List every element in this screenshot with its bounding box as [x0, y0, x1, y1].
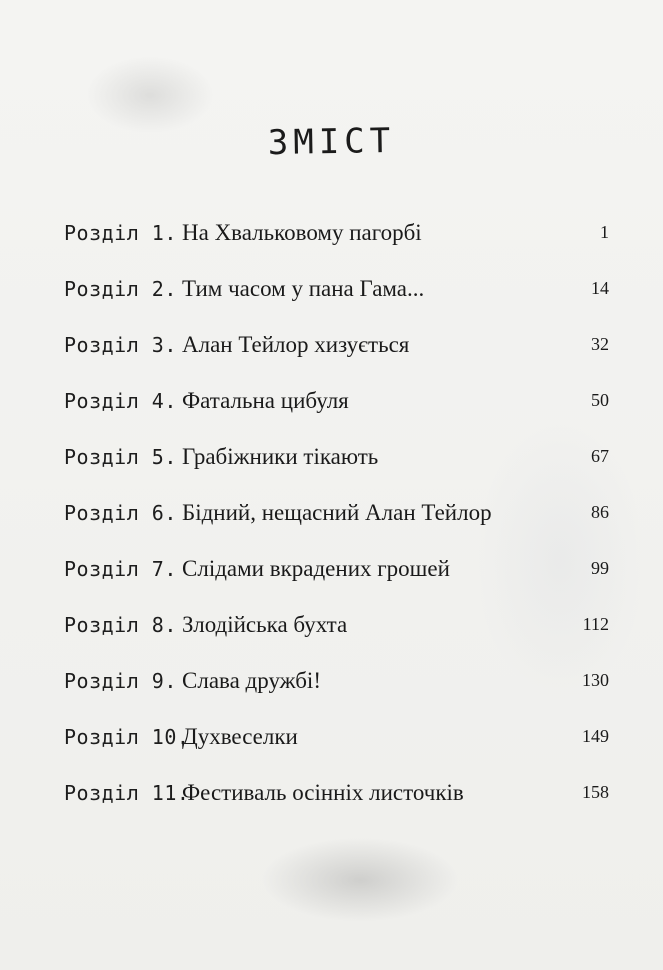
toc-entry[interactable] [64, 215, 609, 271]
chapter-label: Розділ 10. [64, 725, 190, 749]
page-number: 50 [591, 390, 609, 410]
page-number: 149 [582, 726, 609, 746]
chapter-title: Тим часом у пана Гама... [182, 276, 425, 301]
page-title: ЗМІСТ [267, 120, 396, 164]
toc-entry[interactable] [64, 719, 609, 775]
chapter-label: Розділ 6. [64, 501, 177, 525]
chapter-title: Бідний, нещасний Алан Тейлор [182, 500, 492, 525]
page-number: 32 [591, 334, 609, 354]
chapter-label: Розділ 5. [64, 445, 177, 469]
chapter-label: Розділ 11. [64, 781, 190, 805]
toc-entry[interactable] [64, 271, 609, 327]
chapter-title: Фатальна цибуля [182, 388, 349, 413]
chapter-label: Розділ 4. [64, 389, 177, 413]
chapter-title: Духвеселки [182, 724, 298, 749]
chapter-label: Розділ 7. [64, 557, 177, 581]
toc-entry[interactable] [64, 439, 609, 495]
chapter-label: Розділ 1. [64, 221, 177, 245]
chapter-title: Грабіжники тікають [182, 444, 379, 469]
chapter-title: Фестиваль осінніх листочків [182, 780, 464, 805]
page-number: 99 [591, 558, 609, 578]
toc-entry[interactable] [64, 775, 609, 831]
toc-entry[interactable] [64, 607, 609, 663]
toc-entry[interactable] [64, 551, 609, 607]
chapter-title: Злодійська бухта [182, 612, 348, 637]
chapter-label: Розділ 3. [64, 333, 177, 357]
page-number: 14 [591, 278, 609, 298]
chapter-title: На Хвальковому пагорбі [182, 220, 422, 245]
chapter-label: Розділ 2. [64, 277, 177, 301]
chapter-label: Розділ 9. [64, 669, 177, 693]
chapter-title: Слідами вкрадених грошей [182, 556, 450, 581]
page-number: 112 [582, 614, 609, 634]
chapter-title: Слава дружбі! [182, 668, 321, 693]
page-number: 130 [582, 670, 609, 690]
page-number: 86 [591, 502, 609, 522]
page-number: 1 [600, 222, 609, 242]
table-of-contents [64, 215, 609, 831]
toc-entry[interactable] [64, 327, 609, 383]
toc-entry[interactable] [64, 383, 609, 439]
chapter-title: Алан Тейлор хизується [182, 332, 410, 357]
page-number: 158 [582, 782, 609, 802]
page-number: 67 [591, 446, 609, 466]
toc-entry[interactable] [64, 663, 609, 719]
chapter-label: Розділ 8. [64, 613, 177, 637]
toc-entry[interactable] [64, 495, 609, 551]
